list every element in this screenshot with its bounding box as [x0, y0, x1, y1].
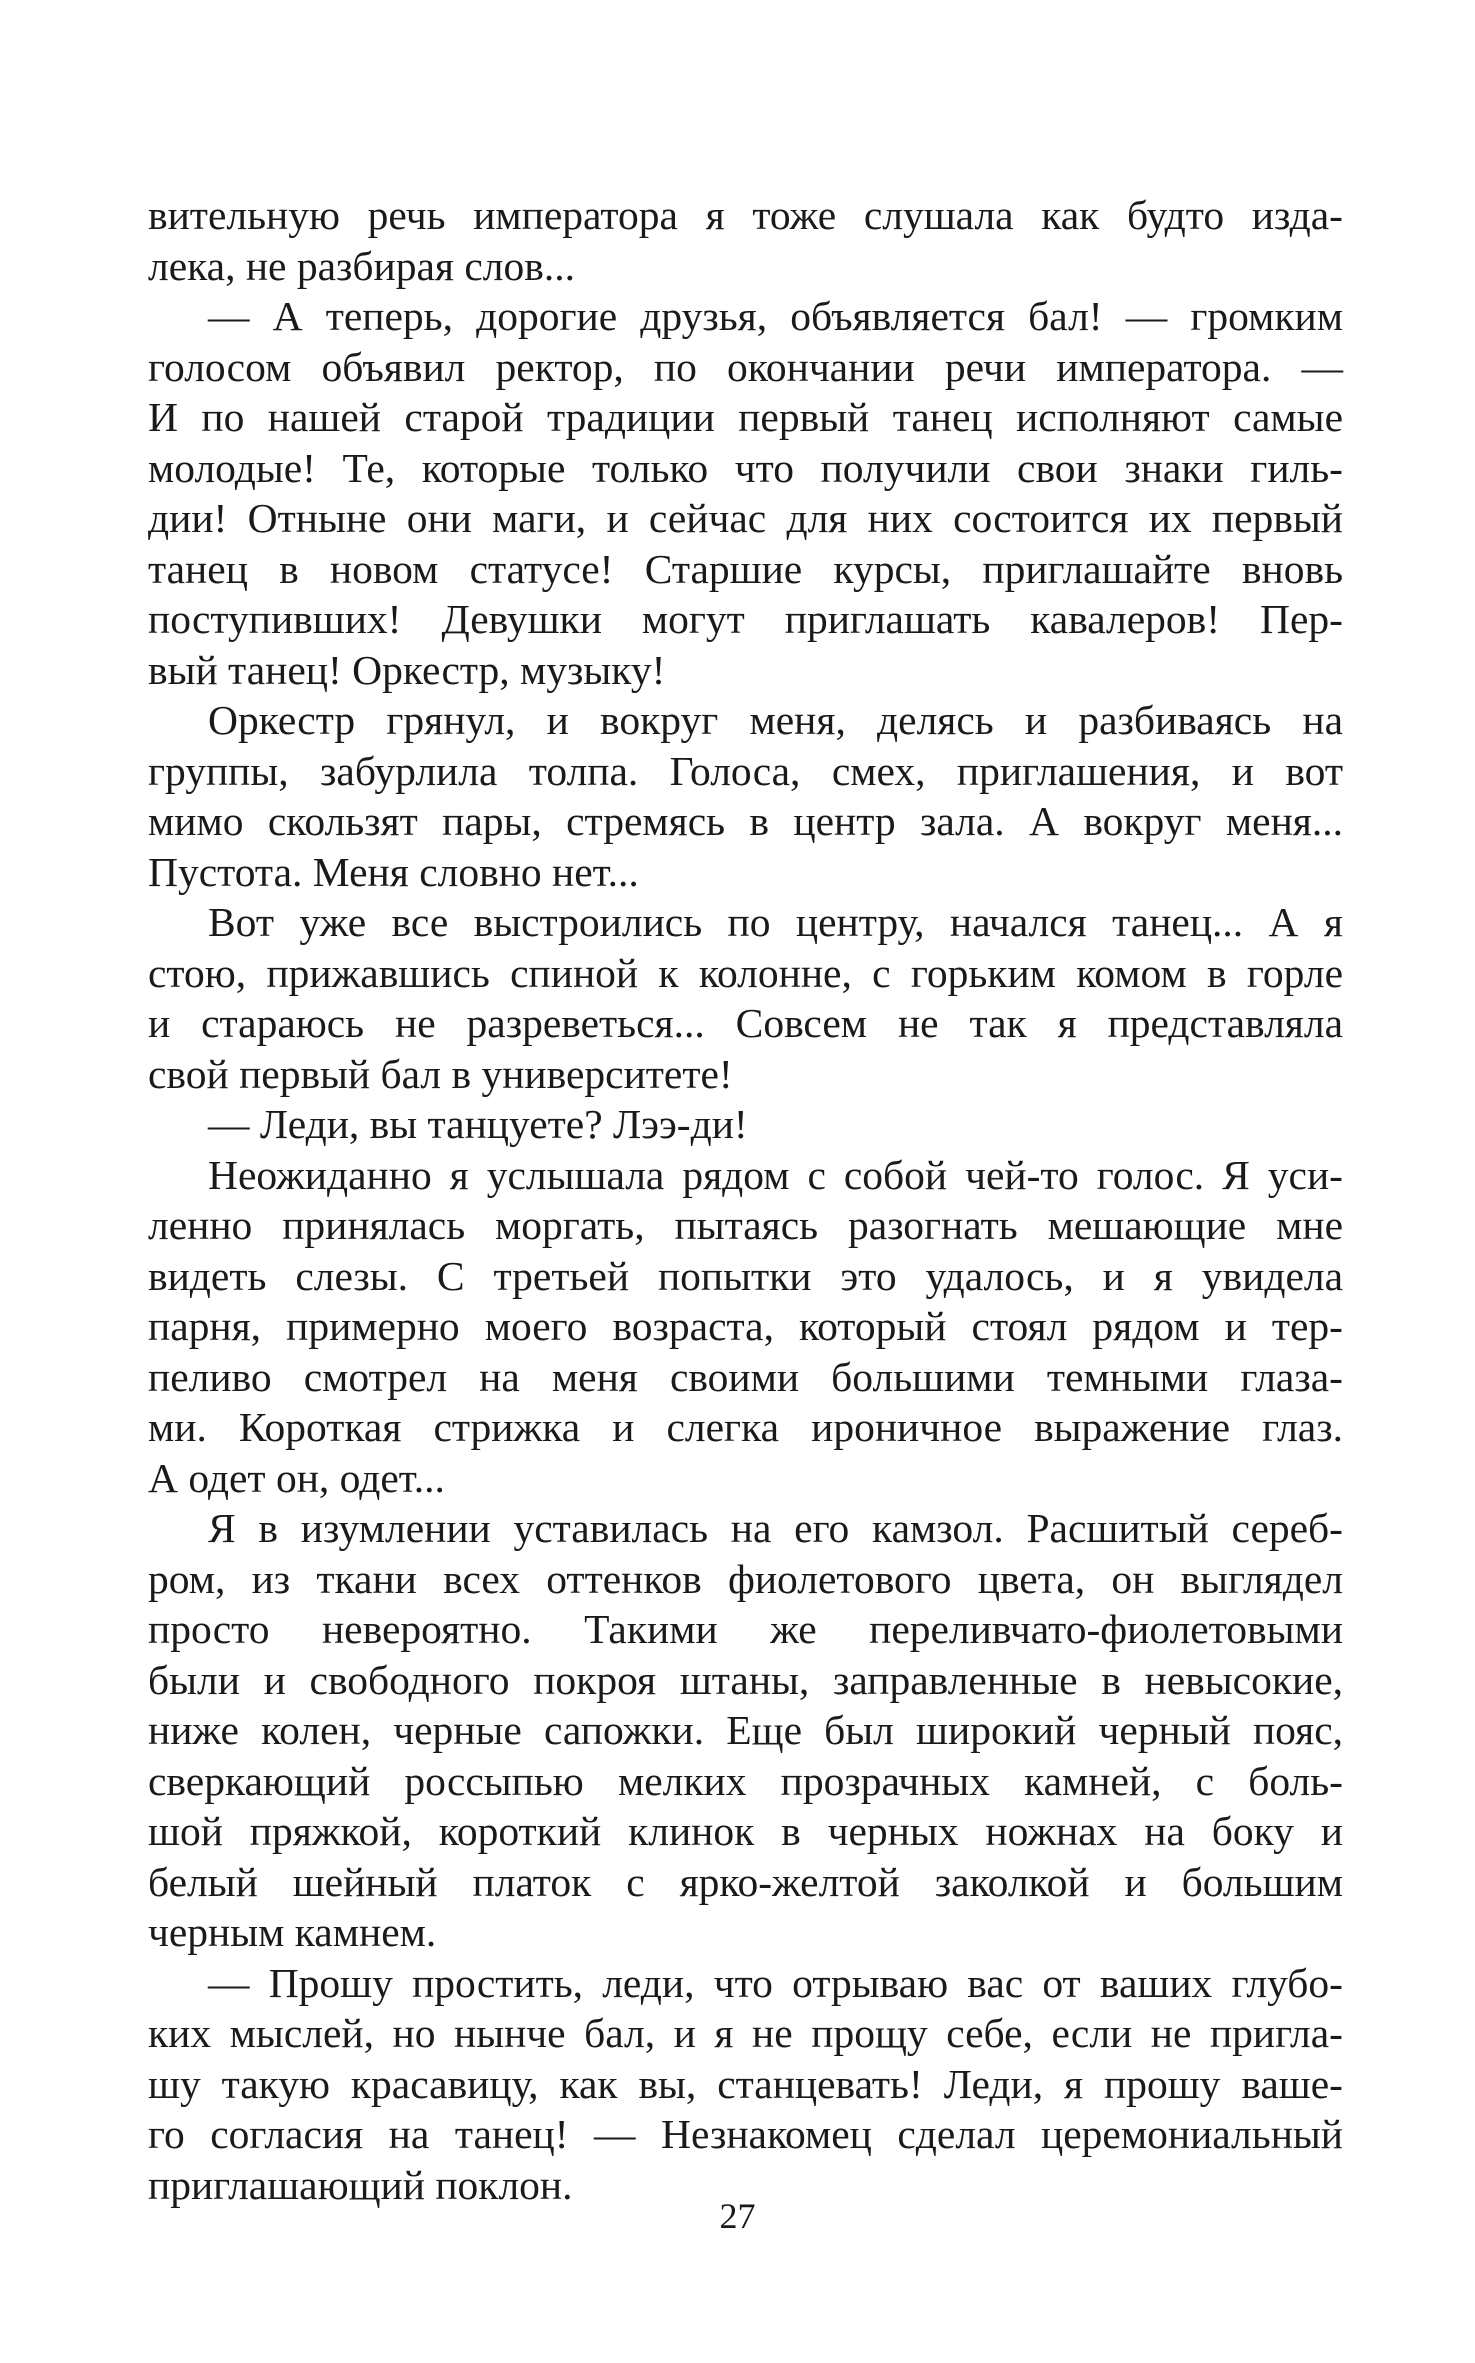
text-line: поступивших! Девушки могут приглашать кавалеров! Пер-	[148, 596, 1343, 642]
text-line: приглашающий поклон.	[148, 2161, 573, 2208]
text-line: — Прошу простить, леди, что отрываю вас от ваших глубо-	[208, 1959, 1343, 2006]
text-line: шой пряжкой, короткий клинок в черных ножнах на боку и	[148, 1808, 1343, 1854]
text-line: А одет он, одет...	[148, 1454, 445, 1501]
text-line: ких мыслей, но нынче бал, и я не прощу себе, если не пригла-	[148, 2010, 1343, 2056]
text-line: ром, из ткани всех оттенков фиолетового цвета, он выглядел	[148, 1555, 1343, 1602]
text-line: Пустота. Меня словно нет...	[148, 848, 639, 895]
text-line: просто невероятно. Такими же переливчато-фиолетовыми	[148, 1606, 1343, 1652]
text-line: и стараюсь не разреветься... Совсем не так я представляла	[148, 1000, 1343, 1046]
text-line: молодые! Те, которые только что получили свои знаки гиль-	[148, 444, 1343, 491]
text-line: вительную речь императора я тоже слушала как будто изда-	[148, 192, 1343, 238]
text-line: танец в новом статусе! Старшие курсы, приглашайте вновь	[148, 545, 1343, 592]
text-line: голосом объявил ректор, по окончании речи императора. —	[148, 343, 1343, 390]
text-line: Оркестр грянул, и вокруг меня, делясь и разбиваясь на	[208, 697, 1343, 743]
text-line: шу такую красавицу, как вы, станцевать! Леди, я прошу ваше-	[148, 2060, 1343, 2107]
text-line: И по нашей старой традиции первый танец исполняют самые	[148, 394, 1343, 440]
text-line: белый шейный платок с ярко-желтой заколкой и большим	[148, 1858, 1343, 1905]
text-line: ми. Короткая стрижка и слегка ироничное выражение глаз.	[148, 1404, 1343, 1450]
text-line: свой первый бал в университете!	[148, 1050, 733, 1097]
text-line: лека, не разбирая слов...	[148, 242, 575, 289]
text-line: группы, забурлила толпа. Голоса, смех, приглашения, и вот	[148, 747, 1343, 794]
text-line: стою, прижавшись спиной к колонне, с горьким комом в горле	[148, 949, 1343, 996]
text-line: пеливо смотрел на меня своими большими темными глаза-	[148, 1353, 1343, 1400]
text-line: — А теперь, дорогие друзья, объявляется бал! — громким	[208, 293, 1343, 339]
text-line: вый танец! Оркестр, музыку!	[148, 646, 666, 693]
body-text	[148, 190, 1343, 2210]
text-line: Я в изумлении уставилась на его камзол. Расшитый сереб-	[208, 1505, 1343, 1551]
text-line: ленно принялась моргать, пытаясь разогнать мешающие мне	[148, 1202, 1343, 1248]
text-line: Вот уже все выстроились по центру, начался танец... А я	[208, 899, 1343, 945]
text-line: черным камнем.	[148, 1909, 437, 1955]
text-line: — Леди, вы танцуете? Лээ-ди!	[208, 1101, 748, 1147]
text-line: парня, примерно моего возраста, который стоял рядом и тер-	[148, 1303, 1343, 1349]
text-line: сверкающий россыпью мелких прозрачных камней, с боль-	[148, 1757, 1343, 1804]
text-line: Неожиданно я услышала рядом с собой чей-то голос. Я уси-	[208, 1151, 1343, 1198]
text-line: видеть слезы. С третьей попытки это удалось, и я увидела	[148, 1252, 1343, 1299]
text-line: ниже колен, черные сапожки. Еще был широкий черный пояс,	[148, 1707, 1343, 1753]
text-line: мимо скользят пары, стремясь в центр зала. А вокруг меня...	[148, 798, 1343, 844]
page-number: 27	[719, 2196, 756, 2236]
text-line: были и свободного покроя штаны, заправленные в невысокие,	[148, 1656, 1343, 1703]
text-line: го согласия на танец! — Незнакомец сделал церемониальный	[148, 2111, 1343, 2157]
text-line: дии! Отныне они маги, и сейчас для них состоится их первый	[148, 495, 1343, 541]
